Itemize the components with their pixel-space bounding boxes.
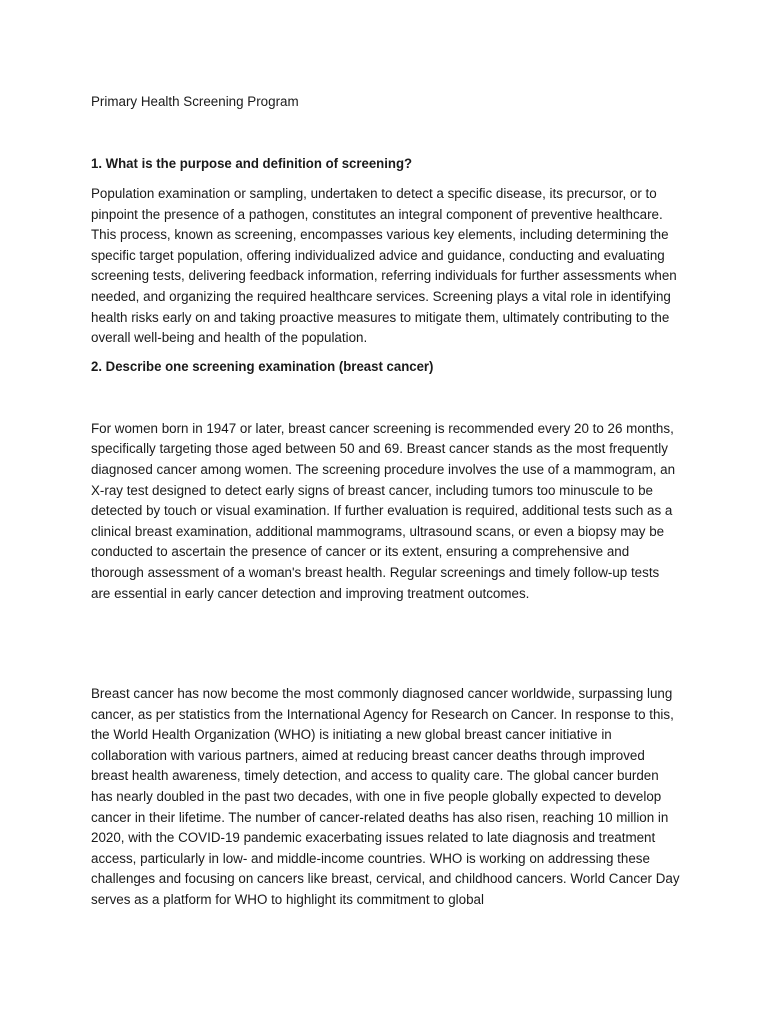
section-heading-breast-cancer: 2. Describe one screening examination (breast cancer) bbox=[91, 358, 434, 375]
paragraph-screening-definition: Population examination or sampling, undertaken to detect a specific disease, its precursor, or to pinpoint the presence of a pathogen, constitutes an integral component of preventive healthcare. This process, known as screening, encompasses various key elements, including determining the specific target population, offering individualized advice and guidance, conducting and evaluating screening tests, delivering feedback information, referring individuals for further assessments when needed, and organizing the required healthcare services. Screening plays a vital role in identifying health risks early on and taking proactive measures to mitigate them, ultimately contributing to the overall well-being and health of the population. bbox=[91, 186, 677, 346]
document-page bbox=[91, 92, 681, 911]
document-title: Primary Health Screening Program bbox=[91, 94, 299, 109]
section-heading-purpose: 1. What is the purpose and definition of screening? bbox=[91, 156, 413, 172]
paragraph-breast-screening: For women born in 1947 or later, breast cancer screening is recommended every 20 to 26 months, specifically targeting those aged between 50 and 69. Breast cancer stands as the most frequently diagnosed cancer among women. The screening procedure involves the use of a mammogram, an X-ray test designed to detect early signs of breast cancer, including tumors too minuscule to be detected by touch or visual examination. If further evaluation is required, additional tests such as a clinical breast examination, additional mammograms, ultrasound scans, or even a biopsy may be conducted to ascertain the presence of cancer or its extent, ensuring a comprehensive and thorough assessment of a woman's breast health. Regular screenings and timely follow-up tests are essential in early cancer detection and improving treatment outcomes. bbox=[91, 420, 676, 601]
paragraph-global-breast-cancer: Breast cancer has now become the most commonly diagnosed cancer worldwide, surpassing lung cancer, as per statistics from the International Agency for Research on Cancer. In response to this, the World Health Organization (WHO) is initiating a new global breast cancer initiative in collaboration with various partners, aimed at reducing breast cancer deaths through improved breast health awareness, timely detection, and access to quality care. The global cancer burden has nearly doubled in the past two decades, with one in five people globally expected to develop cancer in their lifetime. The number of cancer-related deaths has also risen, reaching 10 million in 2020, with the COVID-19 pandemic exacerbating issues related to late diagnosis and treatment access, particularly in low- and middle-income countries. WHO is working on addressing these challenges and focusing on cancers like breast, cervical, and childhood cancers. World Cancer Day serves as a platform for WHO to highlight its commitment to global bbox=[91, 686, 680, 908]
